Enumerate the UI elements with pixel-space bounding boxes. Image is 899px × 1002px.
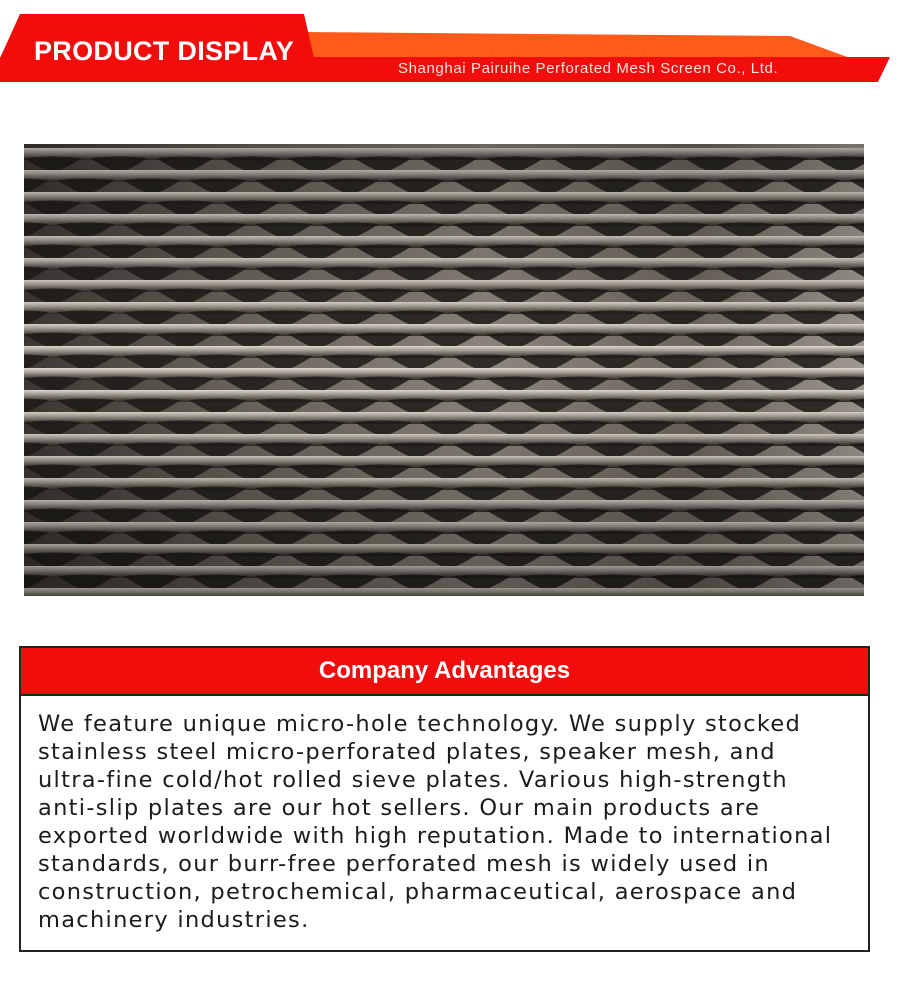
advantages-line: construction, petrochemical, pharmaceutical, aerospace and bbox=[38, 879, 798, 905]
advantages-header bbox=[21, 648, 868, 696]
advantages-line: ultra-fine cold/hot rolled sieve plates. Various high-strength bbox=[38, 767, 788, 793]
advantages-line: exported worldwide with high reputation. Made to international bbox=[38, 823, 833, 849]
perforated-mesh-illustration bbox=[24, 144, 864, 596]
advantages-title: Company Advantages bbox=[318, 657, 571, 684]
banner-title: PRODUCT DISPLAY bbox=[34, 36, 295, 66]
advantages-line: standards, our burr-free perforated mesh is widely used in bbox=[38, 851, 770, 877]
advantages-text bbox=[21, 696, 868, 934]
advantages-line: anti-slip plates are our hot sellers. Our main products are bbox=[38, 795, 761, 821]
advantages-line: We feature unique micro-hole technology. We supply stocked bbox=[38, 711, 802, 737]
company-advantages-box bbox=[19, 646, 870, 952]
product-photo bbox=[24, 144, 864, 596]
header-banner bbox=[0, 0, 899, 100]
company-name: Shanghai Pairuihe Perforated Mesh Screen Co., Ltd. bbox=[398, 60, 779, 77]
advantages-line: machinery industries. bbox=[38, 907, 310, 933]
advantages-line: stainless steel micro-perforated plates, speaker mesh, and bbox=[38, 739, 776, 765]
